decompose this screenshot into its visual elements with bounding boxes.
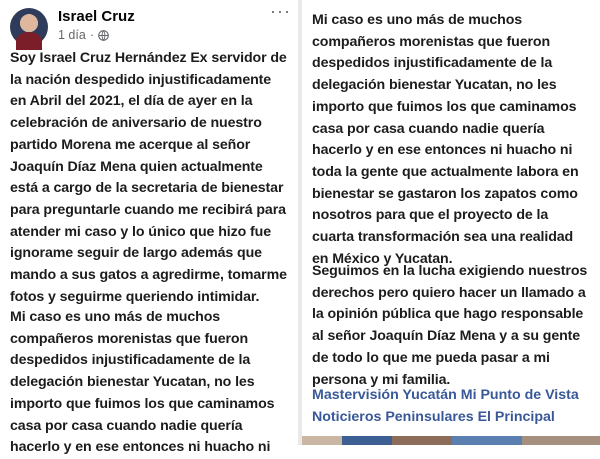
right-screenshot bbox=[302, 0, 600, 445]
photo-thumb bbox=[452, 436, 522, 445]
post-paragraph-continued: Mi caso es uno más de muchos compañeros morenistas que fueron despedidos injustificadamente de la delegación bienestar Yucatan, no les importo que fuimos los que caminamos casa por casa cuando nadie quería hacerlo y en ese entonces ni huacho ni toda la gente que actualmente labora en bienestar se gastaron los zapatos como nosotros para que el proyecto de la cuarta transformación sea una realidad en México y Yucatan. bbox=[312, 12, 579, 267]
post-meta bbox=[58, 28, 109, 42]
post-paragraph-2: Mi caso es uno más de muchos compañeros morenistas que fueron despedidos injustificadamente de la delegación bienestar Yucatan, no les importo que fuimos los que caminamos casa por casa cuando nadie quería hacerlo y en ese entonces ni huacho ni bbox=[10, 309, 275, 456]
meta-dot: · bbox=[89, 28, 94, 42]
globe-icon bbox=[98, 30, 109, 41]
post-paragraph-3: Seguimos en la lucha exigiendo nuestros derechos pero quiero hacer un llamado a la opinión pública que hago responsable al señor Joaquín Díaz Mena y a su gente de todo lo que me pueda pasar a mi persona y mi familia. bbox=[312, 263, 588, 388]
author-name[interactable]: Israel Cruz bbox=[58, 8, 135, 25]
post-paragraph-1: Soy Israel Cruz Hernández Ex servidor de la nación despedido injustificadamente en Abril del 2021, el día de ayer en la celebración de aniversario de nuestro partido Morena me acerque al señor Joaquín Díaz Mena quien actualmente está a cargo de la secretaria de bienestar para preguntarle cuando me recibirá para atender mi caso y lo único que hizo fue ignorame seguir de largo además que mando a sus gatos a agredirme, tomarme fotos y seguirme queriendo intimidar. bbox=[10, 50, 287, 305]
post-header bbox=[10, 1, 291, 46]
photo-thumb bbox=[342, 436, 392, 445]
more-options-icon[interactable]: ··· bbox=[270, 1, 291, 21]
photo-thumb bbox=[522, 436, 600, 445]
avatar-face bbox=[22, 14, 36, 30]
mentions bbox=[312, 385, 598, 428]
post-time[interactable]: 1 día bbox=[58, 28, 86, 42]
attached-photo-strip[interactable] bbox=[302, 436, 600, 445]
mention-link[interactable]: Noticieros Peninsulares El Principal bbox=[312, 408, 555, 425]
left-screenshot bbox=[0, 0, 298, 456]
avatar[interactable] bbox=[10, 8, 48, 46]
mention-link[interactable]: Mastervisión Yucatán Mi Punto de Vista bbox=[312, 387, 579, 403]
photo-thumb bbox=[392, 436, 452, 445]
photo-thumb bbox=[302, 436, 342, 445]
